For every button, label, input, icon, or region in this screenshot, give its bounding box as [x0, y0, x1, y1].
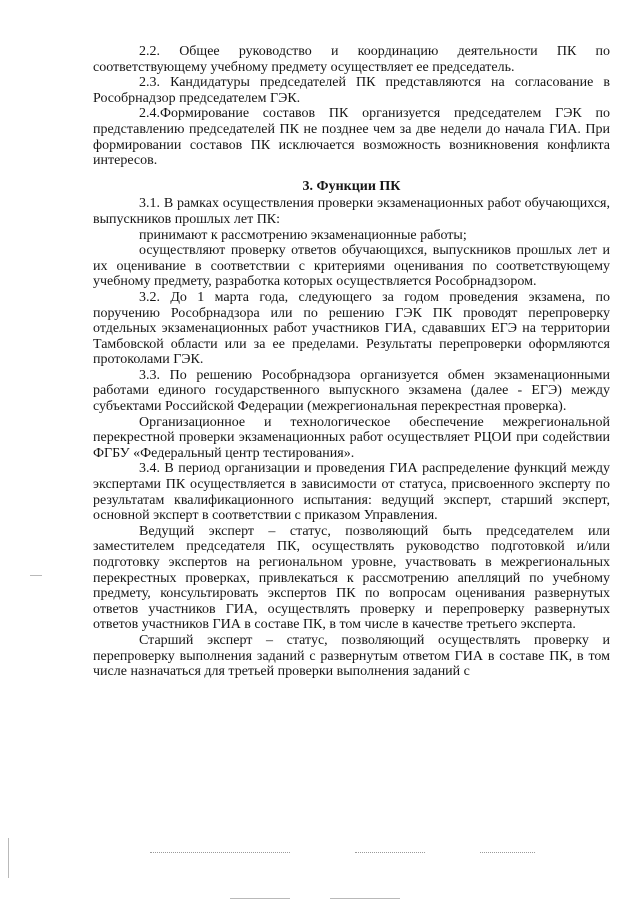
- paragraph-3-2: 3.2. До 1 марта года, следующего за годом проведения экзамена, по поручению Рособрнадзора или по решению ГЭК ПК проводят перепроверку отдельных экзаменационных работ участников ГИА, сдававших ЕГЭ на территории Тамбовской области или за ее пределами. Результаты перепроверки оформляются протоколами ГЭК.: [93, 289, 610, 368]
- scan-artifact-line: [480, 852, 535, 854]
- paragraph-senior-expert: Старший эксперт – статус, позволяющий осуществлять проверку и перепроверку выполнения заданий с развернутым ответом ГИА в составе ПК, в том числе назначаться для третьей проверки выполнения заданий с: [93, 632, 610, 680]
- paragraph-3-3: 3.3. По решению Рособрнадзора организуется обмен экзаменационными работами единого государственного выпускного экзамена (далее - ЕГЭ) между субъектами Российской Федерации (межрегиональная перекрестная проверка).: [93, 367, 610, 415]
- paragraph-2-2: 2.2. Общее руководство и координацию деятельности ПК по соответствующему учебному предмету осуществляет ее председатель.: [93, 44, 610, 75]
- scan-artifact-line: [150, 852, 290, 854]
- document-body: [93, 44, 610, 680]
- paragraph-lead-expert: Ведущий эксперт – статус, позволяющий быть председателем или заместителем председателя ПК, осуществлять руководство подготовкой и/или подготовку экспертов на региональном уровне, участвовать в межрегиональных перекрестных проверках, привлекаться к рассмотрению апелляций по учебному предмету, консультировать экспертов ПК по вопросам оценивания развернутых ответов участников ГИА, осуществлять проверку и перепроверку развернутых ответов участников ГИА в составе ПК, в том числе в качестве третьего эксперта.: [93, 523, 610, 633]
- paragraph-2-3: 2.3. Кандидатуры председателей ПК представляются на согласование в Рособрнадзор председателем ГЭК.: [93, 75, 610, 106]
- scan-artifact-line: [8, 838, 9, 878]
- paragraph-3-3-provision: Организационное и технологическое обеспечение межрегиональной перекрестной проверки экзаменационных работ осуществляет РЦОИ при содействии ФГБУ «Федеральный центр тестирования».: [93, 414, 610, 461]
- scan-artifact-line: [330, 898, 400, 899]
- scan-artifact-line: [30, 575, 42, 576]
- paragraph-2-4: 2.4.Формирование составов ПК организуется председателем ГЭК по представлению председателей ПК не позднее чем за две недели до начала ГИА. При формировании составов ПК исключается возможность возникновения конфликта интересов.: [93, 106, 610, 169]
- section-heading-3: 3. Функции ПК: [302, 178, 401, 194]
- scan-artifact-line: [230, 898, 290, 899]
- paragraph-3-1-item-1: принимают к рассмотрению экзаменационные работы;: [139, 227, 467, 243]
- paragraph-3-1: 3.1. В рамках осуществления проверки экзаменационных работ обучающихся, выпускников прошлых лет ПК:: [93, 196, 610, 227]
- scan-artifact-line: [355, 852, 425, 854]
- paragraph-3-4: 3.4. В период организации и проведения ГИА распределение функций между экспертами ПК осуществляется в зависимости от статуса, присвоенного эксперту по результатам квалификационного испытания: ведущий эксперт, старший эксперт, основной эксперт в соответствии с приказом Управления.: [93, 461, 610, 524]
- paragraph-3-1-item-2: осуществляют проверку ответов обучающихся, выпускников прошлых лет и их оценивание в соответствии с критериями оценивания по соответствующему учебному предмету, разработка которых осуществляется Рособрнадзором.: [93, 243, 610, 290]
